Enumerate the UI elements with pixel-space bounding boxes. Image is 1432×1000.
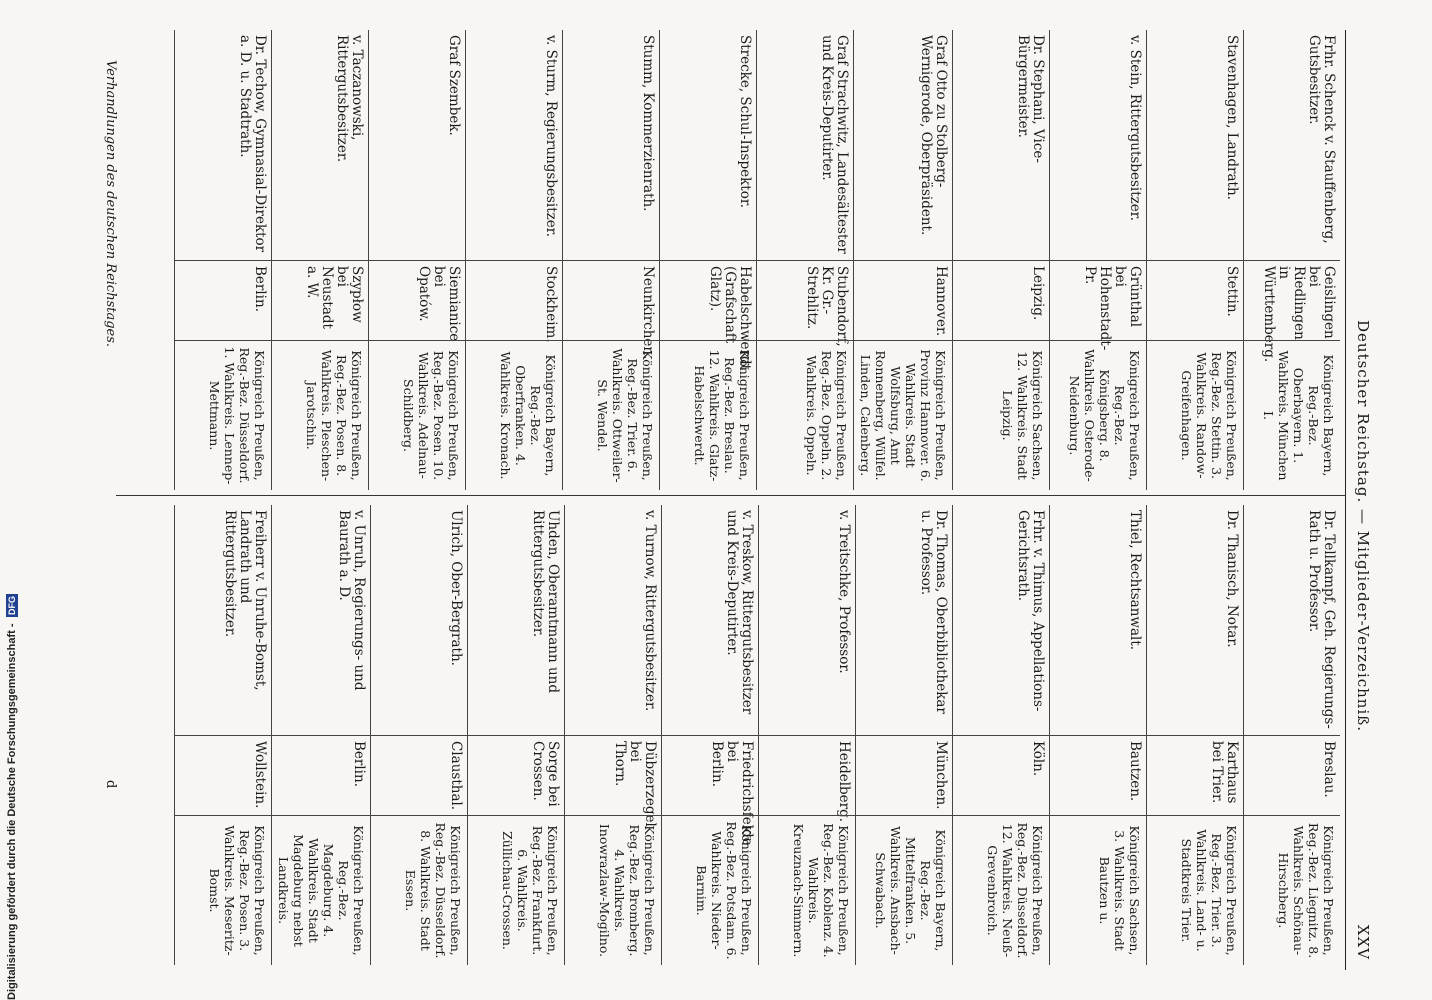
member-name: Uhden, Oberamtmann und Rittergutsbesitzer. <box>530 510 561 693</box>
member-residence: Szypłow bei Neustadt a. W. <box>272 260 368 340</box>
member-name: Strecke, Schul-Inspektor. <box>737 35 753 209</box>
member-district: Königreich Preußen, Reg.-Bez. Oppeln. 2. Wahlkreis. Oppeln. <box>757 340 853 490</box>
member-row <box>562 30 659 490</box>
member-name: Graf Szembek. <box>446 35 462 136</box>
member-name: Dr. Thanisch, Notar. <box>1224 510 1240 648</box>
right-member-table <box>174 505 1340 965</box>
member-name: v. Treskow, Rittergutsbesitzer und Kreis-Deputirter. <box>724 510 755 715</box>
member-name: Dr. Tellkampf, Geh. Regierungs-Rath u. Professor. <box>1306 510 1337 729</box>
member-district: Königreich Preußen, Reg.-Bez. Stettin. 3. Wahlkreis. Randow-Greifenhagen. <box>1147 340 1243 490</box>
member-district: Königreich Preußen, Reg.-Bez. Magdeburg. 4. Wahlkreis. Stadt Magdeburg nebst Landkreis. <box>272 815 370 965</box>
member-row <box>174 30 271 490</box>
member-row <box>467 505 564 965</box>
member-residence: Geislingen bei Riedlingen in Württemberg. <box>1244 260 1340 340</box>
member-district: Königreich Bayern, Reg.-Bez. Mittelfranken. 5. Wahlkreis. Ansbach-Schwabach. <box>856 815 952 965</box>
member-name: Graf Strachwitz, Landesältester und Kreis-Deputirter. <box>819 35 850 254</box>
member-residence: Wollstein. <box>175 735 271 815</box>
footer-caption: Verhandlungen des deutschen Reichstages. <box>103 60 118 348</box>
member-residence: Stettin. <box>1147 260 1243 340</box>
member-residence: Stockheim. <box>466 260 562 340</box>
member-residence: München. <box>856 735 952 815</box>
dfg-logo: DFG <box>7 596 17 616</box>
member-row <box>1243 505 1340 965</box>
member-residence: Stubendorf, Kr. Gr.-Strehlitz. <box>757 260 853 340</box>
member-name: v. Taczanowski, Rittergutsbesitzer. <box>334 35 365 163</box>
member-row <box>271 30 368 490</box>
member-row <box>1049 505 1146 965</box>
member-district: Königreich Preußen, Reg.-Bez. Düsseldorf. 12. Wahlkreis. Neuß-Grevenbroich. <box>953 815 1049 965</box>
member-district: Königreich Preußen, Reg.-Bez. Düsseldorf. 8. Wahlkreis. Stadt Essen. <box>371 815 467 965</box>
member-residence: Siemianice bei Opatów. <box>369 260 465 340</box>
member-row <box>368 30 465 490</box>
member-residence: Habelschwerdt (Grafschaft Glatz). <box>660 260 756 340</box>
member-name: Dr. Techow, Gymnasial-Direktor a. D. u. Stadtrath. <box>237 35 268 253</box>
member-district: Königreich Preußen, Reg.-Bez. Bromberg. 4. Wahlkreis. Inowrazlaw-Mogilno. <box>565 815 661 965</box>
member-row <box>853 30 952 490</box>
member-residence: Sorge bei Crossen. <box>468 735 564 815</box>
member-residence: Köln. <box>953 735 1049 815</box>
member-row <box>1146 505 1243 965</box>
digitization-note <box>2 0 18 1000</box>
member-row <box>855 505 952 965</box>
page-number: XXV <box>1354 924 1372 960</box>
footer-signature: d <box>103 780 118 789</box>
member-residence: Dübzerzegel bei Thorn. <box>565 735 661 815</box>
member-row <box>661 505 758 965</box>
member-row <box>1243 30 1340 490</box>
member-name: Stumm, Kommerzienrath. <box>640 35 656 212</box>
member-residence: Berlin. <box>272 735 370 815</box>
member-row <box>1146 30 1243 490</box>
page-title: Deutscher Reichstag. — Mitglieder-Verzeichniß. <box>1354 320 1372 733</box>
member-residence: Neunkirchen. <box>563 260 659 340</box>
member-residence: Karthaus bei Trier. <box>1147 735 1243 815</box>
member-district: Königreich Preußen, Reg.-Bez. Posen. 8. Wahlkreis. Pleschen-Jarotschin. <box>272 340 368 490</box>
member-district: Königreich Preußen, Reg.-Bez. Frankfurt. 6. Wahlkreis. Züllichau-Crossen. <box>468 815 564 965</box>
member-district: Königreich Preußen, Reg.-Bez. Trier. 6. Wahlkreis. Ottweiler-St. Wendel. <box>563 340 659 490</box>
member-residence: Bautzen. <box>1050 735 1146 815</box>
member-row <box>174 505 271 965</box>
member-name: Frhr. Schenck v. Stauffenberg, Gutsbesitzer. <box>1306 35 1337 244</box>
digitization-text: Digitalisierung gefördert durch die Deutsche Forschungsgemeinschaft - <box>6 623 18 1000</box>
page-header <box>1340 20 1380 980</box>
member-name: v. Unruh, Regierungs- und Baurath a. D. <box>336 510 367 691</box>
member-name: Freiherr v. Unruhe-Bomst, Landrath und Rittergutsbesitzer. <box>222 510 268 691</box>
member-row <box>952 505 1049 965</box>
member-row <box>1049 30 1146 490</box>
member-residence: Heidelberg. <box>759 735 855 815</box>
member-residence: Leipzig. <box>953 260 1049 340</box>
member-row <box>370 505 467 965</box>
member-name: v. Treitschke, Professor. <box>836 510 852 674</box>
member-name: Ulrich, Ober-Bergrath. <box>448 510 464 666</box>
member-residence: Grünthal bei Hohenstadt-Pr. <box>1050 260 1146 340</box>
member-district: Königreich Sachsen, 3. Wahlkreis. Stadt Bautzen u. <box>1050 815 1146 965</box>
header-rule <box>1345 30 1346 970</box>
member-name: Graf Otto zu Stolberg-Wernigerode, Oberpräsident. <box>918 35 949 236</box>
member-residence: Hannover. <box>854 260 952 340</box>
member-residence: Clausthal. <box>371 735 467 815</box>
member-name: v. Turnow, Rittergutsbesitzer. <box>642 510 658 712</box>
member-row <box>564 505 661 965</box>
member-name: v. Stein, Rittergutsbesitzer. <box>1127 35 1143 221</box>
rotated-page <box>80 20 1380 980</box>
member-district: Königreich Preußen, Reg.-Bez. Posen. 10. Wahlkreis. Adelnau-Schildberg. <box>369 340 465 490</box>
member-district: Königreich Preußen, Reg.-Bez. Liegnitz. 8. Wahlkreis. Schönau-Hirschberg. <box>1244 815 1340 965</box>
left-member-table <box>174 30 1340 490</box>
member-district: Königreich Preußen, Reg.-Bez. Düsseldorf. 1. Wahlkreis. Lennep-Mettmann. <box>175 340 271 490</box>
member-residence: Breslau. <box>1244 735 1340 815</box>
member-name: Dr. Stephani, Vice-Bürgermeister. <box>1015 35 1046 163</box>
member-name: Stavenhagen, Landrath. <box>1224 35 1240 200</box>
member-row <box>756 30 853 490</box>
member-district: Königreich Preußen, Reg.-Bez. Königsberg. 8. Wahlkreis. Osterode-Neidenburg. <box>1050 340 1146 490</box>
member-name: Thiel, Rechtsanwalt. <box>1127 510 1143 651</box>
member-district: Königreich Sachsen, 12. Wahlkreis. Stadt Leipzig. <box>953 340 1049 490</box>
member-district: Königreich Bayern, Reg.-Bez. Oberbayern. 1. Wahlkreis. München I. <box>1244 340 1340 490</box>
member-name: Dr. Thomas, Oberbibliothekar u. Professor. <box>918 510 949 714</box>
member-district: Königreich Preußen, Reg.-Bez. Potsdam. 6. Wahlkreis. Nieder-Barnim. <box>662 815 758 965</box>
member-residence: Friedrichsfelde bei Berlin. <box>662 735 758 815</box>
member-district: Königreich Preußen, Reg.-Bez. Trier. 3. Wahlkreis. Land- u. Stadtkreis Trier. <box>1147 815 1243 965</box>
member-row <box>465 30 562 490</box>
member-row <box>758 505 855 965</box>
member-row <box>271 505 370 965</box>
member-name: Frhr. v. Thimus, Appellations-Gerichtsrath. <box>1015 510 1046 712</box>
member-district: Königreich Preußen, Provinz Hannover. 6. Wahlkreis. Stadt Wolfsburg, Amt Ronnenberg, Wülfel. Linden, Calenberg. <box>854 340 952 490</box>
member-district: Königreich Bayern, Reg.-Bez. Oberfranken. 4. Wahlkreis. Kronach. <box>466 340 562 490</box>
column-divider <box>116 495 1346 496</box>
member-row <box>952 30 1049 490</box>
member-name: v. Sturm, Regierungsbesitzer. <box>543 35 559 237</box>
member-district: Königreich Preußen, Reg.-Bez. Posen. 3. Wahlkreis. Meseritz-Bomst. <box>175 815 271 965</box>
member-district: Königreich Preußen, Reg.-Bez. Breslau. 12. Wahlkreis. Glatz-Habelschwerdt. <box>660 340 756 490</box>
member-district: Königreich Preußen, Reg.-Bez. Koblenz. 4. Wahlkreis. Kreuznach-Simmern. <box>759 815 855 965</box>
member-row <box>659 30 756 490</box>
member-residence: Berlin. <box>175 260 271 340</box>
